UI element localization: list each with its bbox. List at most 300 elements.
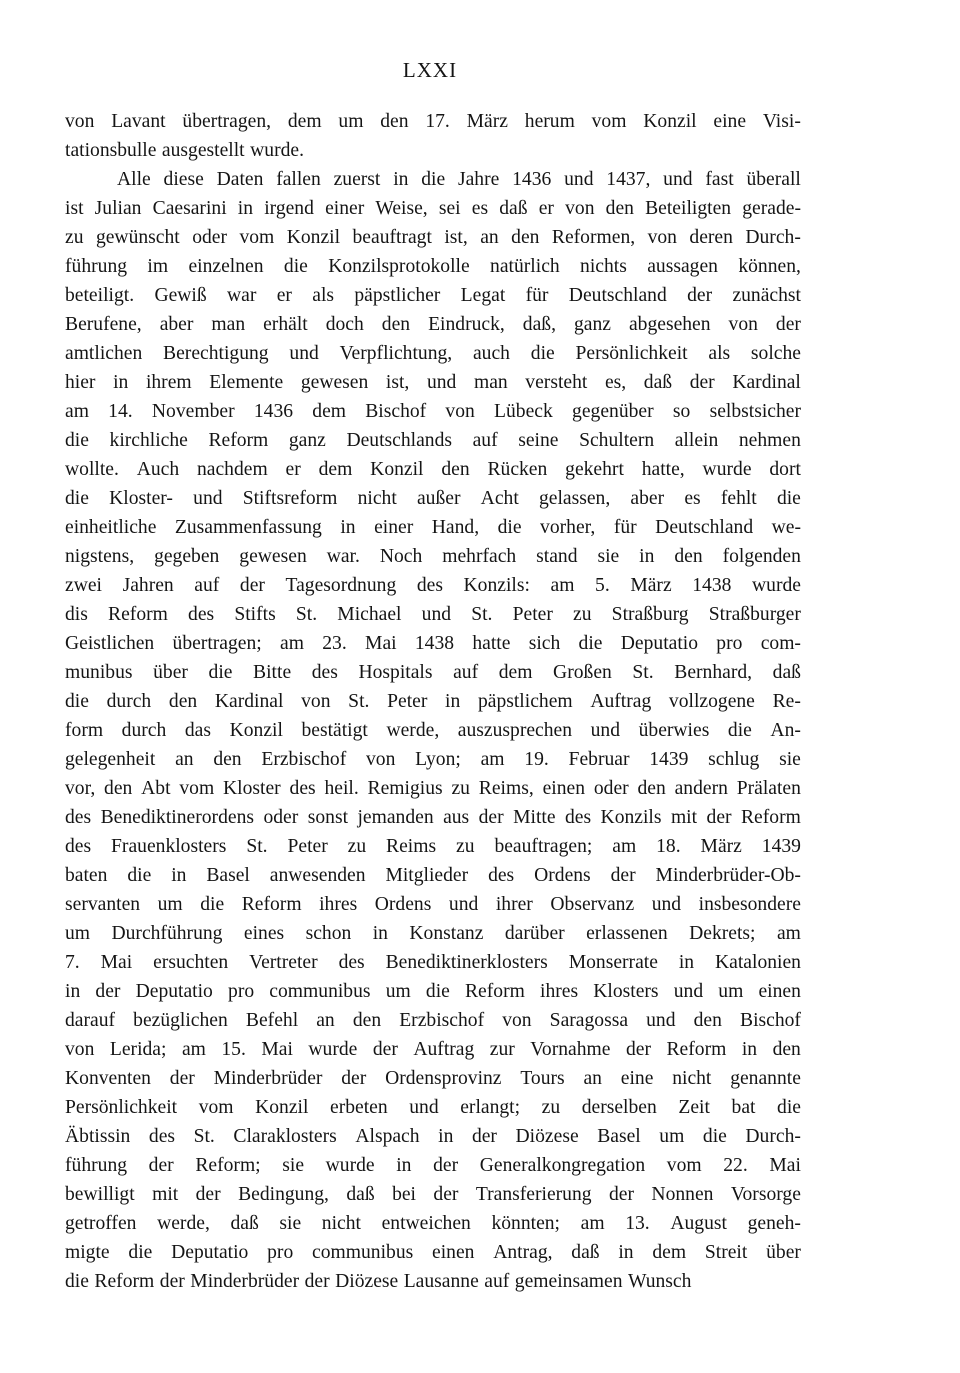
text-line (65, 658, 801, 687)
text-line (65, 165, 801, 194)
word: Hand, (431, 517, 480, 538)
word: Berechtigung (163, 343, 269, 364)
word: sei (438, 198, 461, 219)
word: im (147, 256, 169, 277)
word: könnten; (491, 1213, 561, 1234)
word: an (316, 1010, 335, 1031)
word: geneh- (747, 1213, 801, 1234)
text-line (65, 542, 801, 571)
word: die (283, 256, 308, 277)
word: Frauenklosters (111, 836, 227, 857)
word: erbeten (330, 1097, 388, 1118)
word: bei (392, 1184, 416, 1205)
text-line (65, 1064, 801, 1093)
word: es (471, 198, 489, 219)
word: des (564, 807, 592, 828)
word: Zusammenfassung (174, 517, 322, 538)
word: den (381, 314, 411, 335)
word: Ordensprovinz (385, 1068, 502, 1089)
word: man (211, 314, 246, 335)
word: 7. (65, 952, 80, 973)
word: irgend (264, 198, 314, 219)
word: Schultern (579, 430, 655, 451)
word: mit (152, 1184, 179, 1205)
word: Kloster (223, 778, 281, 799)
word: päpstlicher (354, 285, 441, 306)
word: Noch (379, 546, 423, 567)
word: Observanz (550, 894, 635, 915)
word: an (480, 227, 499, 248)
word: des (488, 865, 515, 886)
word: der (433, 1155, 459, 1176)
text-line (65, 919, 801, 948)
word: aussagen (647, 256, 718, 277)
word: durch (106, 691, 152, 712)
word: Basel (206, 865, 250, 886)
word: ist, (385, 372, 410, 393)
word: in (65, 981, 81, 1002)
word: überwies (638, 720, 710, 741)
word: mehrfach (442, 546, 517, 567)
word: für (525, 285, 549, 306)
word: daß (772, 662, 801, 683)
word: die (702, 1126, 727, 1147)
word: communibus (269, 981, 371, 1002)
word: 1439 (761, 836, 801, 857)
word: dort (769, 459, 801, 480)
word: die (776, 488, 801, 509)
word: allein (674, 430, 719, 451)
word: Bedingung, (238, 1184, 329, 1205)
word: die (578, 633, 603, 654)
word: vom (591, 111, 627, 132)
word: deren (689, 227, 733, 248)
word: Bischof (365, 401, 427, 422)
word: Auch (136, 459, 180, 480)
word: vom (179, 778, 215, 799)
word: die (727, 720, 752, 741)
word: baten (65, 865, 108, 886)
word: migte (65, 1242, 110, 1263)
word: fehlt (720, 488, 757, 509)
word: gelassen, (538, 488, 611, 509)
word: heil. (324, 778, 359, 799)
word: Reform (94, 1271, 155, 1292)
word: auszusprechen (457, 720, 573, 741)
word: Claraklosters (233, 1126, 337, 1147)
word: Minderbrüder (213, 1068, 323, 1089)
word: bestätigt (301, 720, 368, 741)
word: Saragossa (549, 1010, 629, 1031)
word: St. (295, 604, 318, 625)
text-line (65, 1093, 801, 1122)
word: der (95, 981, 121, 1002)
word: Michael (337, 604, 402, 625)
word: um (385, 981, 411, 1002)
word: erlangt; (460, 1097, 521, 1118)
word: aus (443, 807, 470, 828)
word: St. (632, 662, 654, 683)
word: dem (652, 1242, 687, 1263)
word: Diözese (335, 1271, 399, 1292)
word: so (672, 401, 691, 422)
word: Konzil (643, 111, 697, 132)
word: Abt (141, 778, 171, 799)
word: und (564, 169, 594, 190)
word: wurde (702, 459, 752, 480)
word: der (148, 1155, 174, 1176)
word: auch (472, 343, 510, 364)
word: ist (65, 198, 84, 219)
text-line (65, 948, 801, 977)
word: gewesen (239, 546, 307, 567)
word: von (365, 749, 396, 770)
text-line (65, 977, 801, 1006)
word: war. (326, 546, 360, 567)
word: Acht (480, 488, 519, 509)
word: November (151, 401, 235, 422)
word: aber (159, 314, 194, 335)
word: Deputatio (135, 981, 213, 1002)
word: Mitte (513, 807, 556, 828)
word: zu (65, 227, 84, 248)
word: Reform (208, 430, 269, 451)
word: dem (287, 111, 322, 132)
text-line (65, 687, 801, 716)
text-line (65, 1238, 801, 1267)
word: wurde (308, 1039, 358, 1060)
word: entweichen (381, 1213, 471, 1234)
text-line (65, 310, 801, 339)
word: Lavant (111, 111, 166, 132)
word: 1438 (692, 575, 732, 596)
text-line (65, 397, 801, 426)
word: anwesenden (269, 865, 366, 886)
word: ist, (444, 227, 468, 248)
word: einen (758, 981, 801, 1002)
text-line (65, 281, 801, 310)
word: Lübeck (494, 401, 553, 422)
word: sonst (307, 807, 349, 828)
word: der (341, 1068, 367, 1089)
word: einen (432, 1242, 475, 1263)
word: des (311, 662, 338, 683)
word: zu (451, 778, 470, 799)
word: und (409, 1097, 439, 1118)
text-line (65, 803, 801, 832)
word: am (480, 749, 505, 770)
word: die (777, 1097, 801, 1118)
word: am (580, 1213, 605, 1234)
word: Beteiligten (645, 198, 732, 219)
word: Februar (568, 749, 630, 770)
word: Straßburger (708, 604, 801, 625)
word: oder (192, 227, 228, 248)
text-line (65, 600, 801, 629)
word: Jahren (122, 575, 174, 596)
word: einer (374, 517, 414, 538)
word: derselben (581, 1097, 657, 1118)
word: einheitliche (65, 517, 157, 538)
word: 23. (322, 633, 347, 654)
word: der (775, 314, 801, 335)
word: Jahre (457, 169, 500, 190)
word: Erzbischof (261, 749, 347, 770)
word: des (65, 836, 92, 857)
word: auf (453, 662, 479, 683)
word: von (301, 691, 331, 712)
word: am (612, 836, 637, 857)
word: Deputatio (171, 1242, 249, 1263)
word: ausgestellt (161, 140, 245, 161)
word: können, (738, 256, 801, 277)
word: vor, (65, 778, 96, 799)
word: in (340, 517, 356, 538)
word: in (396, 1155, 412, 1176)
word: 13. (625, 1213, 650, 1234)
word: vom (239, 227, 275, 248)
word: den (441, 459, 470, 480)
word: Peter (287, 836, 328, 857)
word: ihrem (145, 372, 192, 393)
word: Konzils (600, 807, 662, 828)
word: Tagesordnung (285, 575, 397, 596)
word: von (647, 227, 677, 248)
word: in (678, 952, 695, 973)
word: von (728, 314, 758, 335)
word: selbstsicher (709, 401, 801, 422)
word: erhält (263, 314, 308, 335)
word: Lerida; (109, 1039, 167, 1060)
word: Durch- (745, 227, 801, 248)
word: auf (484, 1271, 510, 1292)
word: Konzil (370, 459, 424, 480)
word: sie (779, 749, 801, 770)
word: 1438 (414, 633, 455, 654)
word: wurde (752, 575, 801, 596)
word: herum (524, 111, 575, 132)
word: hatte (472, 633, 511, 654)
word: dem (312, 401, 346, 422)
word: Remigius (367, 778, 443, 799)
word: am (65, 401, 89, 422)
word: Kloster- (109, 488, 173, 509)
word: oder (263, 807, 299, 828)
word: Diözese (515, 1126, 579, 1147)
word: des (65, 807, 92, 828)
text-line (65, 223, 801, 252)
word: seine (518, 430, 559, 451)
word: Lausanne (403, 1271, 479, 1292)
word: und (651, 894, 682, 915)
word: 1436 (253, 401, 294, 422)
word: Stifts (234, 604, 276, 625)
word: der (608, 1184, 635, 1205)
word: Reform (740, 807, 801, 828)
word: gelegenheit (65, 749, 156, 770)
word: darauf (65, 1010, 116, 1031)
word: Geistlichen (65, 633, 155, 654)
word: natürlich (490, 256, 560, 277)
word: und (421, 604, 452, 625)
page-number: LXXI (402, 58, 458, 82)
word: Julian (94, 198, 142, 219)
word: jemanden (357, 807, 434, 828)
word: den (380, 111, 409, 132)
word: Transferierung (475, 1184, 592, 1205)
word: Deutschland (568, 285, 667, 306)
text-line (65, 426, 801, 455)
word: auf (194, 575, 220, 596)
word: der (195, 1184, 221, 1205)
word: nigstens, (65, 546, 135, 567)
word: der (304, 1271, 330, 1292)
word: zu (456, 836, 475, 857)
word: Auftrag (413, 1039, 475, 1060)
word: daß, (522, 314, 556, 335)
word: Gewiß (154, 285, 207, 306)
word: die (65, 488, 89, 509)
word: Bischof (740, 1010, 801, 1031)
text-line (65, 861, 801, 890)
word: um (157, 894, 183, 915)
word: wurde. (250, 140, 304, 161)
word: und (193, 488, 223, 509)
word: und (673, 981, 704, 1002)
word: in (113, 372, 129, 393)
word: Antrag, (493, 1242, 553, 1263)
word: Deputatio (620, 633, 699, 654)
word: daß (499, 198, 528, 219)
word: Vertreter (249, 952, 318, 973)
word: daß (571, 1242, 600, 1263)
word: Mitglieder (385, 865, 469, 886)
word: Alspach (355, 1126, 420, 1147)
word: munibus (65, 662, 133, 683)
word: führung (65, 1155, 128, 1176)
word: Konzilsprotokolle (328, 256, 470, 277)
word: der (706, 807, 732, 828)
word: den (605, 198, 634, 219)
word: die (425, 981, 450, 1002)
word: Großen (553, 662, 612, 683)
word: 17. (425, 111, 450, 132)
word: schlug (708, 749, 760, 770)
word: von (65, 111, 95, 132)
word: er (285, 459, 301, 480)
word: dem (498, 662, 533, 683)
word: die (65, 430, 89, 451)
word: Auftrag (590, 691, 652, 712)
word: es (684, 488, 701, 509)
word: als (708, 343, 731, 364)
word: zu (573, 604, 592, 625)
word: bewilligt (65, 1184, 135, 1205)
word: mit (670, 807, 698, 828)
word: Mai (100, 952, 133, 973)
word: 14. (108, 401, 133, 422)
text-line (65, 1209, 801, 1238)
word: zu (347, 836, 367, 857)
word: dis (65, 604, 88, 625)
word: zwei (65, 575, 102, 596)
word: er (538, 198, 554, 219)
word: nicht (672, 1068, 712, 1089)
word: gerade- (742, 198, 801, 219)
word: übertragen, (182, 111, 272, 132)
word: Benediktinerordens (100, 807, 255, 828)
word: hier (65, 372, 96, 393)
word: communibus (312, 1242, 414, 1263)
word: Kardinal (732, 372, 801, 393)
word: in (171, 865, 187, 886)
word: stand (536, 546, 578, 567)
word: gemeinsamen (514, 1271, 623, 1292)
word: 19. (524, 749, 549, 770)
word: über (153, 662, 188, 683)
word: Persönlichkeit (575, 343, 688, 364)
word: Konzils: (463, 575, 530, 596)
word: sie (279, 1213, 302, 1234)
word: März (700, 836, 742, 857)
word: den (772, 1039, 801, 1060)
word: aber (630, 488, 665, 509)
word: Rücken (487, 459, 548, 480)
word: vom (666, 1155, 702, 1176)
word: Reform (666, 1039, 727, 1060)
word: der (689, 372, 715, 393)
word: nachdem (196, 459, 268, 480)
word: Peter (387, 691, 428, 712)
word: nehmen (738, 430, 801, 451)
word: den (213, 749, 242, 770)
word: 1437, (606, 169, 651, 190)
word: es, (604, 372, 627, 393)
word: dem (318, 459, 353, 480)
word: hatte, (641, 459, 685, 480)
text-line (65, 513, 801, 542)
word: den (104, 778, 133, 799)
word: Nonnen (651, 1184, 714, 1205)
word: der (471, 1126, 497, 1147)
word: der (169, 1068, 195, 1089)
word: Klosters (593, 981, 659, 1002)
word: amtlichen (65, 343, 143, 364)
word: bezüglichen (133, 1010, 228, 1031)
word: die (65, 691, 89, 712)
word: führung (65, 256, 128, 277)
word: an (175, 749, 194, 770)
word: Benediktinerklosters (385, 952, 548, 973)
word: diese (163, 169, 204, 190)
word: den (637, 778, 666, 799)
word: pro (228, 981, 255, 1002)
word: gegeben (154, 546, 220, 567)
text-line (65, 832, 801, 861)
word: und (590, 720, 621, 741)
word: übertragen; (172, 633, 262, 654)
word: Elemente (209, 372, 284, 393)
word: 22. (723, 1155, 748, 1176)
word: nichts (580, 256, 627, 277)
word: vorher, (540, 517, 596, 538)
word: und (646, 1010, 676, 1031)
text-line (65, 745, 801, 774)
word: von (65, 1039, 95, 1060)
text-line (65, 136, 801, 165)
word: kirchliche (109, 430, 188, 451)
text-line (65, 107, 801, 136)
